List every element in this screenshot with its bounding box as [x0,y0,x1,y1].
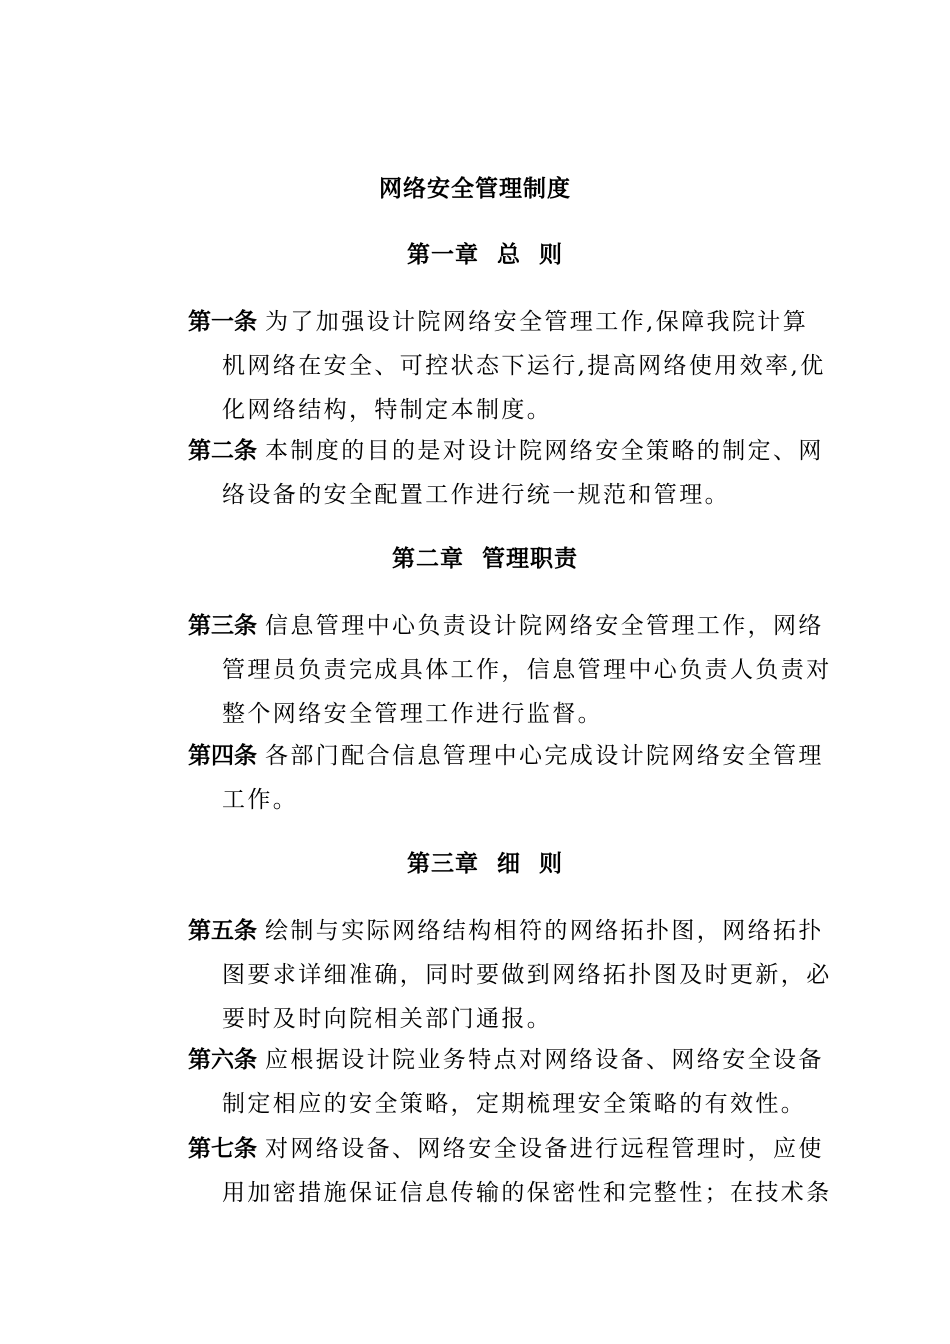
article-line [188,734,834,778]
article-line: 工作。 [222,787,299,813]
article-line: 制定相应的安全策略，定期梳理安全策略的有效性。 [222,1091,807,1117]
article-line: 整个网络安全管理工作进行监督。 [222,701,603,727]
article-label: 第七条 [188,1136,257,1162]
article-line: 图要求详细准确，同时要做到网络拓扑图及时更新，必 [222,962,832,988]
article-label: 第二条 [188,438,257,464]
article-line [188,909,834,953]
article-text: 本制度的目的是对设计院网络安全策略的制定、网 [265,438,824,464]
article-text: 为了加强设计院网络安全管理工作,保障我院计算 [265,309,809,335]
article-label: 第三条 [188,613,257,639]
article-line [188,1038,834,1082]
article-text: 绘制与实际网络结构相符的网络拓扑图，网络拓扑 [265,918,824,944]
article-3 [188,604,834,736]
article-line: 络设备的安全配置工作进行统一规范和管理。 [222,482,730,508]
article-line: 化网络结构，特制定本制度。 [222,397,553,423]
article-text: 信息管理中心负责设计院网络安全管理工作，网络 [265,613,824,639]
article-7 [188,1127,834,1215]
article-1 [188,300,834,432]
article-2 [188,429,834,517]
chapter-heading-2: 第二章 管理职责 [391,546,578,572]
article-4 [188,734,834,822]
article-line [188,604,834,648]
chapter-heading-1: 第一章 总 则 [406,242,564,268]
article-text: 应根据设计院业务特点对网络设备、网络安全设备 [265,1047,824,1073]
article-line: 管理员负责完成具体工作，信息管理中心负责人负责对 [222,657,832,683]
article-text: 对网络设备、网络安全设备进行远程管理时，应使 [265,1136,824,1162]
article-line [188,1127,834,1171]
article-line: 用加密措施保证信息传输的保密性和完整性；在技术条 [222,1180,832,1206]
article-line: 要时及时向院相关部门通报。 [222,1006,553,1032]
article-line: 机网络在安全、可控状态下运行,提高网络使用效率,优 [222,353,826,379]
article-label: 第一条 [188,309,257,335]
document-title: 网络安全管理制度 [379,176,571,202]
article-line [188,300,834,344]
article-label: 第六条 [188,1047,257,1073]
article-label: 第四条 [188,743,257,769]
article-5 [188,909,834,1041]
chapter-heading-3: 第三章 细 则 [406,851,564,877]
article-text: 各部门配合信息管理中心完成设计院网络安全管理 [265,743,824,769]
article-label: 第五条 [188,918,257,944]
article-line [188,429,834,473]
article-6 [188,1038,834,1126]
